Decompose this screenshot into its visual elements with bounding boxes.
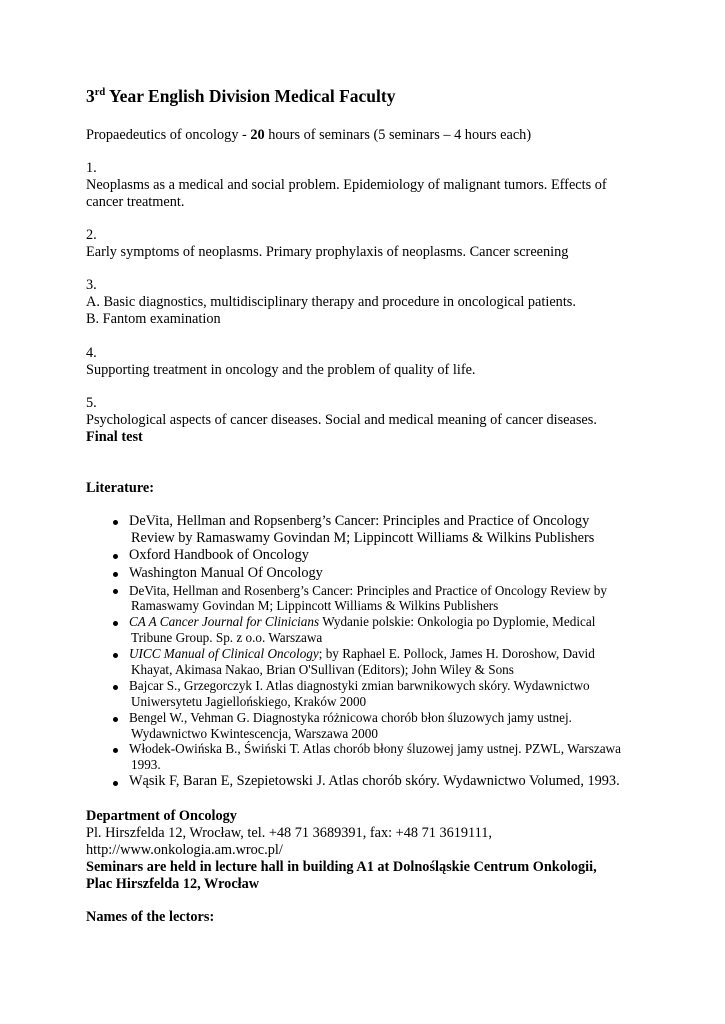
venue-line: Seminars are held in lecture hall in building A1 at Dolnośląskie Centrum Onkologii, [86, 859, 597, 875]
lectors-heading: Names of the lectors: [86, 909, 215, 925]
literature-item-cont: Ramaswamy Govindan M; Lippincott Williams & Wilkins Publishers [131, 598, 499, 613]
bullet-icon [113, 589, 118, 594]
literature-item-cont: 1993. [131, 757, 161, 772]
bullet-icon [113, 781, 118, 786]
venue-line: Plac Hirszfelda 12, Wrocław [86, 876, 260, 892]
literature-item: Oxford Handbook of Oncology [129, 547, 309, 563]
seminar-text: cancer treatment. [86, 194, 185, 210]
seminar-number: 4. [86, 345, 97, 361]
bullet-icon [113, 572, 118, 577]
literature-item: Włodek-Owińska B., Świński T. Atlas chorób błony śluzowej jamy ustnej. PZWL, Warszawa [129, 741, 621, 756]
literature-item-cont: Uniwersytetu Jagiellońskiego, Kraków 2000 [131, 694, 367, 709]
literature-heading: Literature: [86, 480, 155, 496]
literature-item: Wąsik F, Baran E, Szepietowski J. Atlas chorób skóry. Wydawnictwo Volumed, 1993. [129, 773, 620, 789]
literature-item-cont: Wydawnictwo Kwintescencja, Warszawa 2000 [131, 726, 378, 741]
bullet-icon [113, 554, 118, 559]
department-link[interactable]: http://www.onkologia.am.wroc.pl/ [86, 842, 283, 858]
seminar-text: A. Basic diagnostics, multidisciplinary therapy and procedure in oncological patients. [86, 294, 576, 310]
seminar-text: Early symptoms of neoplasms. Primary prophylaxis of neoplasms. Cancer screening [86, 244, 569, 260]
seminar-text: B. Fantom examination [86, 311, 221, 327]
literature-item: UICC Manual of Clinical Oncology; by Raphael E. Pollock, James H. Doroshow, David [129, 646, 595, 661]
bullet-icon [113, 653, 118, 658]
literature-item-cont: Review by Ramaswamy Govindan M; Lippincott Williams & Wilkins Publishers [131, 530, 595, 546]
literature-item: DeVita, Hellman and Rosenberg’s Cancer: Principles and Practice of Oncology Review by [129, 583, 607, 598]
seminar-text: Psychological aspects of cancer diseases. Social and medical meaning of cancer diseases. [86, 412, 597, 428]
seminar-number: 1. [86, 160, 97, 176]
bullet-icon [113, 685, 118, 690]
bullet-icon [113, 748, 118, 753]
seminar-text: Supporting treatment in oncology and the problem of quality of life. [86, 362, 476, 378]
page-title: 3rd Year English Division Medical Faculty [86, 86, 396, 106]
final-test-label: Final test [86, 429, 143, 445]
seminar-text: Neoplasms as a medical and social problem. Epidemiology of malignant tumors. Effects of [86, 177, 607, 193]
bullet-icon [113, 520, 118, 525]
seminar-number: 2. [86, 227, 97, 243]
literature-item: Washington Manual Of Oncology [129, 565, 323, 581]
literature-item: Bengel W., Vehman G. Diagnostyka różnicowa chorób błon śluzowych jamy ustnej. [129, 710, 572, 725]
bullet-icon [113, 717, 118, 722]
seminar-number: 5. [86, 395, 97, 411]
literature-item-cont: Tribune Group. Sp. z o.o. Warszawa [131, 630, 323, 645]
course-intro: Propaedeutics of oncology - 20 hours of seminars (5 seminars – 4 hours each) [86, 127, 532, 143]
department-name: Department of Oncology [86, 808, 237, 824]
literature-item: Bajcar S., Grzegorczyk I. Atlas diagnostyki zmian barwnikowych skóry. Wydawnictwo [129, 678, 590, 693]
seminar-number: 3. [86, 277, 97, 293]
department-address: Pl. Hirszfelda 12, Wrocław, tel. +48 71 3689391, fax: +48 71 3619111, [86, 825, 493, 841]
literature-item-cont: Khayat, Akimasa Nakao, Brian O'Sullivan (Editors); John Wiley & Sons [131, 662, 514, 677]
bullet-icon [113, 621, 118, 626]
literature-item: DeVita, Hellman and Ropsenberg’s Cancer: Principles and Practice of Oncology [129, 513, 590, 529]
literature-item: CA A Cancer Journal for Clinicians Wydanie polskie: Onkologia po Dyplomie, Medical [129, 614, 596, 629]
